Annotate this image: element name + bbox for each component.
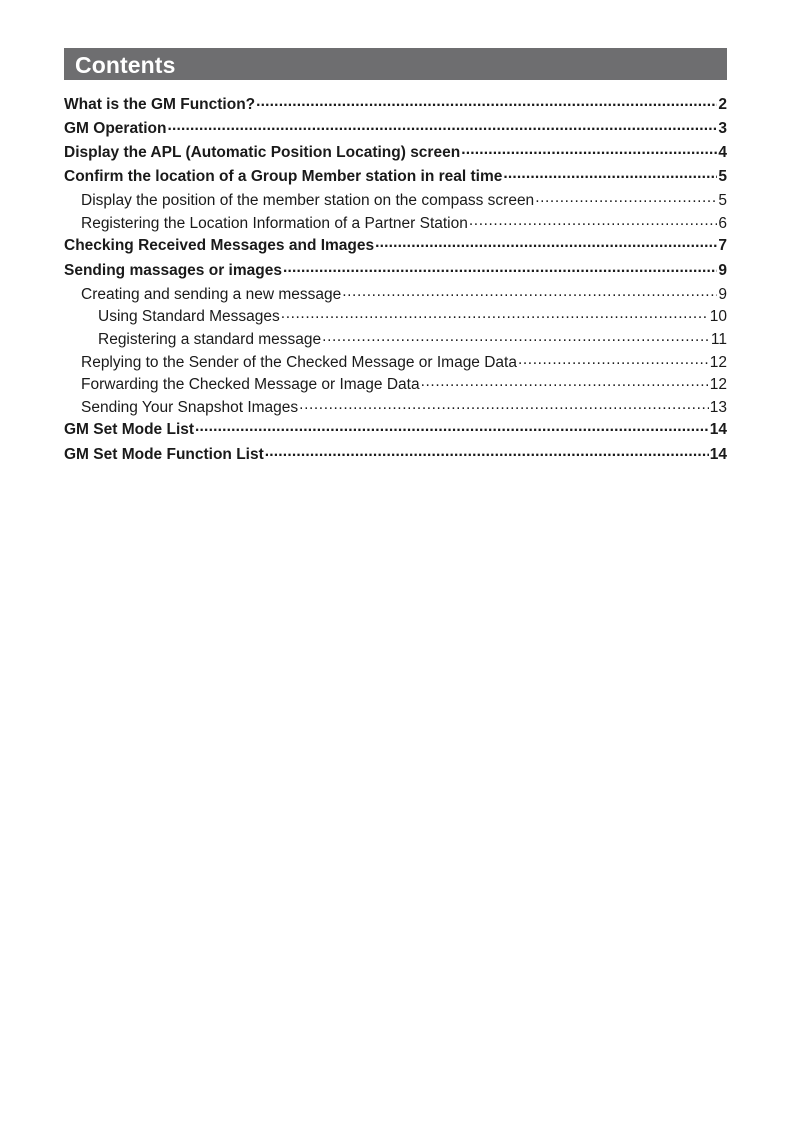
toc-entry[interactable] [64, 166, 727, 190]
toc-entry[interactable] [64, 374, 727, 397]
table-of-contents [64, 93, 727, 467]
toc-entry[interactable] [64, 259, 727, 283]
toc-entry[interactable] [64, 419, 727, 443]
toc-dot-leader [535, 190, 717, 206]
toc-entry-title[interactable]: Checking Received Messages and Images [64, 237, 375, 255]
toc-entry-title[interactable]: GM Operation [64, 119, 167, 137]
toc-entry[interactable] [64, 329, 727, 352]
toc-entry-page[interactable]: 5 [718, 168, 727, 186]
toc-entry[interactable] [64, 141, 727, 165]
toc-dot-leader [281, 306, 709, 322]
toc-entry-page[interactable]: 5 [718, 192, 727, 210]
toc-entry-title[interactable]: Sending Your Snapshot Images [81, 398, 299, 416]
toc-entry[interactable] [64, 235, 727, 259]
toc-entry[interactable] [64, 351, 727, 374]
toc-entry-page[interactable]: 6 [718, 214, 727, 232]
toc-entry-page[interactable]: 12 [709, 353, 727, 371]
toc-entry-page[interactable]: 2 [718, 95, 727, 113]
toc-dot-leader [167, 117, 717, 133]
toc-entry-title[interactable]: Confirm the location of a Group Member station in real time [64, 168, 503, 186]
toc-entry-title[interactable]: GM Set Mode Function List [64, 445, 264, 463]
toc-entry-title[interactable]: Registering the Location Information of a Partner Station [81, 214, 468, 232]
toc-dot-leader [375, 235, 717, 251]
toc-dot-leader [518, 351, 709, 367]
toc-entry-page[interactable]: 14 [709, 445, 727, 463]
toc-dot-leader [421, 374, 709, 390]
toc-entry-page[interactable]: 9 [718, 285, 727, 303]
toc-dot-leader [195, 419, 709, 435]
toc-entry-title[interactable]: GM Set Mode List [64, 421, 195, 439]
toc-entry-title[interactable]: Sending massages or images [64, 261, 282, 279]
toc-entry-title[interactable]: Using Standard Messages [98, 308, 280, 326]
toc-dot-leader [256, 93, 717, 109]
contents-header [64, 48, 727, 80]
toc-dot-leader [469, 212, 718, 228]
toc-entry-title[interactable]: Display the position of the member station on the compass screen [81, 192, 535, 210]
toc-dot-leader [503, 166, 717, 182]
toc-dot-leader [299, 396, 709, 412]
toc-entry-page[interactable]: 13 [709, 398, 727, 416]
toc-entry[interactable] [64, 117, 727, 141]
toc-dot-leader [322, 329, 710, 345]
toc-entry-page[interactable]: 14 [709, 421, 727, 439]
toc-entry[interactable] [64, 396, 727, 419]
toc-dot-leader [265, 443, 709, 459]
toc-dot-leader [342, 283, 717, 299]
page-title: Contents [75, 52, 176, 78]
toc-entry-title[interactable]: Registering a standard message [98, 331, 322, 348]
toc-entry-page[interactable]: 12 [709, 376, 727, 394]
toc-entry[interactable] [64, 306, 727, 329]
toc-dot-leader [283, 259, 717, 275]
toc-entry-page[interactable]: 7 [718, 237, 727, 255]
toc-entry-title[interactable]: Forwarding the Checked Message or Image Data [81, 376, 420, 394]
toc-entry[interactable] [64, 190, 727, 213]
toc-entry[interactable] [64, 93, 727, 117]
toc-entry[interactable] [64, 283, 727, 306]
toc-entry-page[interactable]: 3 [718, 119, 727, 137]
toc-dot-leader [461, 141, 717, 157]
toc-entry-title[interactable]: Replying to the Sender of the Checked Message or Image Data [81, 353, 517, 371]
toc-entry-page[interactable]: 11 [710, 331, 727, 348]
toc-entry[interactable] [64, 212, 727, 235]
toc-entry-title[interactable]: Display the APL (Automatic Position Locating) screen [64, 143, 461, 161]
toc-entry-page[interactable]: 4 [718, 143, 727, 161]
toc-entry-title[interactable]: What is the GM Function? [64, 95, 256, 113]
toc-entry-page[interactable]: 10 [709, 308, 727, 326]
toc-entry-page[interactable]: 9 [718, 261, 727, 279]
toc-entry-title[interactable]: Creating and sending a new message [81, 285, 342, 303]
toc-entry[interactable] [64, 443, 727, 467]
